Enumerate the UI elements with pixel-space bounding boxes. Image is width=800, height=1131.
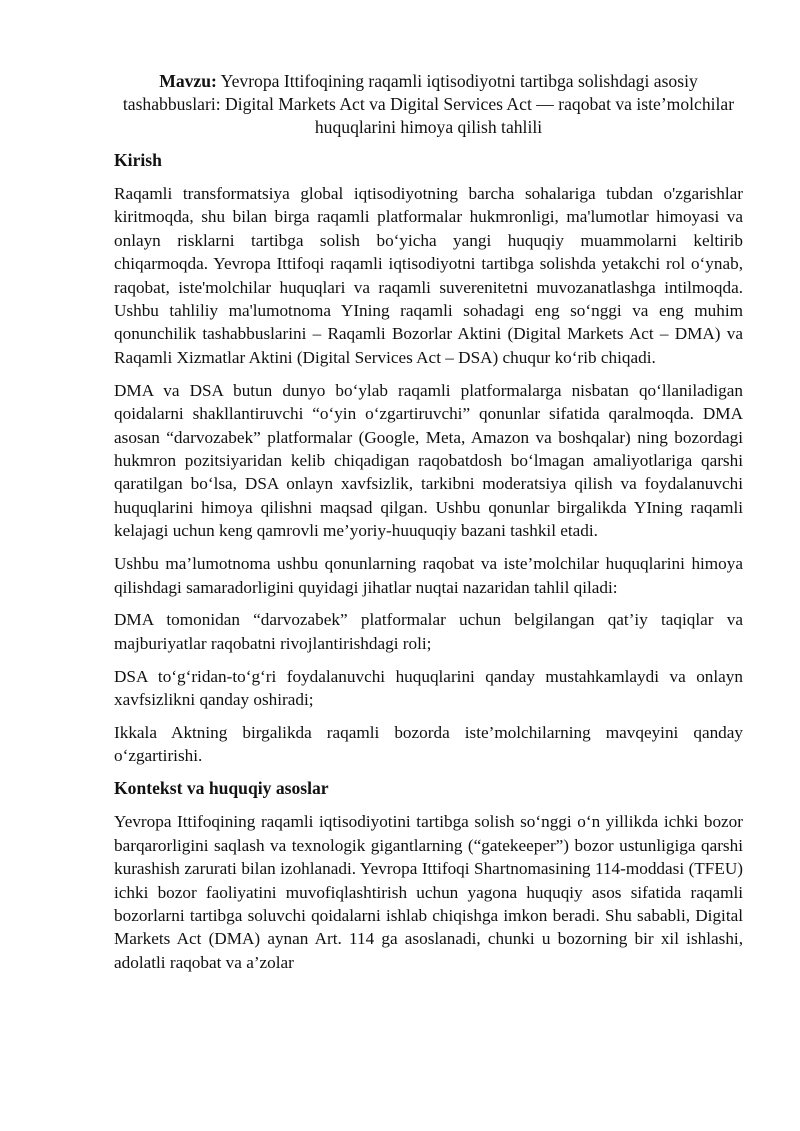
- section-heading-context: Kontekst va huquqiy asoslar: [114, 778, 329, 799]
- list-item-paragraph: DMA tomonidan “darvozabek” platformalar uchun belgilangan qat’iy taqiqlar va majburiyatlar raqobatni rivojlantirishdagi roli;: [114, 610, 743, 653]
- paragraph: Ushbu ma’lumotnoma ushbu qonunlarning raqobat va iste’molchilar huquqlarini himoya qilishdagi samaradorligini quyidagi jihatlar nuqtai nazaridan tahlil qiladi:: [114, 554, 743, 597]
- list-item-paragraph: Ikkala Aktning birgalikda raqamli bozorda iste’molchilarning mavqeyini qanday o‘zgartirishi.: [114, 723, 743, 766]
- section-heading-introduction: Kirish: [114, 150, 162, 170]
- document-title: [114, 70, 743, 139]
- list-item-paragraph: DSA to‘g‘ridan-to‘g‘ri foydalanuvchi huquqlarini qanday mustahkamlaydi va onlayn xavfsizlikni qanday oshiradi;: [114, 666, 743, 710]
- paragraph: Yevropa Ittifoqining raqamli iqtisodiyotini tartibga solish so‘nggi o‘n yillikda ichki bozor barqarorligini saqlash va texnologik gigantlarning (“gatekeeper”) bozor ustunligiga qarshi kurashish zarurati bilan izohlanadi. Yevropa Ittifoqi Shartnomasining 114-moddasi (TFEU) ichki bozor faoliyatini muvofiqlashtirish uchun yagona huquqiy asos sifatida raqamli bozorlarni tartibga soluvchi qoidalarni ishlab chiqishga imkon beradi. Shu sababli, Digital Markets Act (DMA) aynan Art. 114 ga asoslanadi, chunki u bozorning bir xil ishlashi, adolatli raqobat va a’zolar: [114, 812, 743, 972]
- title-text: Yevropa Ittifoqining raqamli iqtisodiyotni tartibga solishdagi asosiy tashabbuslari: Digital Markets Act va Digital Services Act — raqobat va iste’molchilar huquqlarini himoya qilish tahlili: [122, 71, 735, 137]
- title-prefix: Mavzu:: [159, 71, 217, 91]
- paragraph: DMA va DSA butun dunyo bo‘ylab raqamli platformalarga nisbatan qo‘llaniladigan qoidalarni shakllantiruvchi “o‘yin o‘zgartiruvchi” qonunlar sifatida qaralmoqda. DMA asosan “darvozabek” platformalar (Google, Meta, Amazon va boshqalar) ning bozordagi hukmron pozitsiyaridan kelib chiqadigan raqobatdosh bo‘lmagan amaliyotlariga qarshi qaratilgan bo‘lsa, DSA onlayn xavfsizlik, tarkibni moderatsiya qilish va foydalanuvchi huquqlarini himoya qilishni maqsad qilgan. Ushbu qonunlar birgalikda YIning raqamli kelajagi uchun keng qamrovli me’yoriy-huuquqiy bazani tashkil etadi.: [114, 380, 743, 541]
- paragraph: Raqamli transformatsiya global iqtisodiyotning barcha sohalariga tubdan o'zgarishlar kiritmoqda, shu bilan birga raqamli platformalar hukmronligi, ma'lumotlar himoyasi va onlayn risklarni tartibga solish bo‘yicha yangi huquqiy muammolarni keltirib chiqarmoqda. Yevropa Ittifoqi raqamli iqtisodiyotni tartibga solishda yetakchi rol o‘ynab, raqobat, iste'molchilar huquqlari va raqamli suverenitetni muvozanatlashga intilmoqda. Ushbu tahliliy ma'lumotnoma YIning raqamli sohadagi eng so‘nggi va eng muhim qonunchilik tashabbuslarini – Raqamli Bozorlar Aktini (Digital Markets Act – DMA) va Raqamli Xizmatlar Aktini (Digital Services Act – DSA) chuqur ko‘rib chiqadi.: [114, 184, 743, 367]
